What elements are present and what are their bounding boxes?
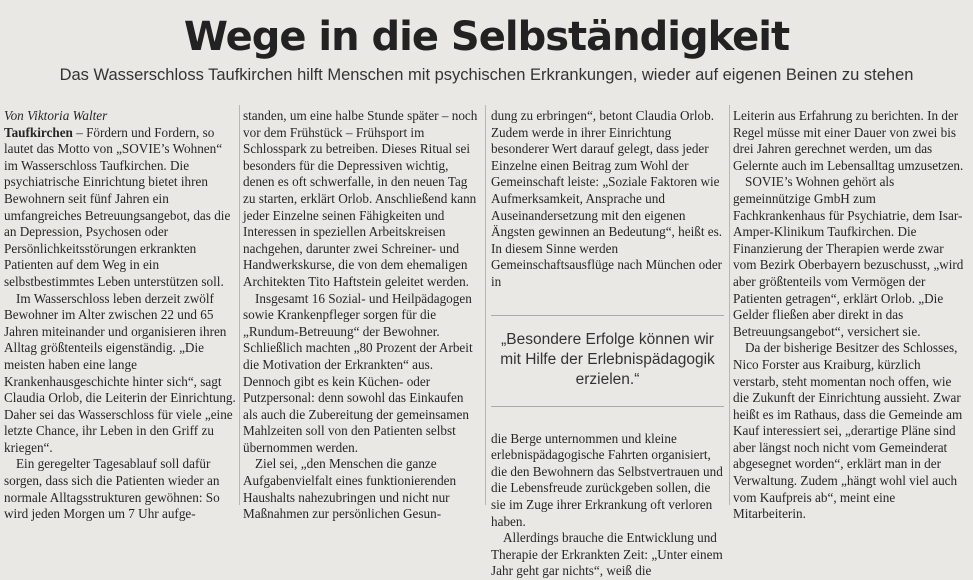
column-1 bbox=[4, 108, 237, 523]
dateline: Taufkirchen bbox=[4, 124, 73, 140]
column-divider bbox=[729, 105, 730, 505]
paragraph: Leiterin aus Erfahrung zu berichten. In der Regel müsse mit einer Dauer von zwei bis drei Jahren gerechnet werden, um das Gelernte auch im Lebensalltag umzusetzen. bbox=[733, 108, 964, 173]
subheadline: Das Wasserschloss Taufkirchen hilft Menschen mit psychischen Erkrankungen, wieder auf eigenen Beinen zu stehen bbox=[59, 66, 914, 84]
column-divider bbox=[485, 105, 486, 505]
paragraph: standen, um eine halbe Stunde später – noch vor dem Frühstück – Frühsport im Schlosspark zu betreiben. Dieses Ritual sei besonders für die Depressiven wichtig, denen es oft schwerfalle, in den neuen Tag zu starten, erklärt Orlob. Anschließend kann jeder Einzelne seinen Fähigkeiten und Interessen in speziellen Arbeitskreisen nachgehen, darunter zwei Schreiner- und Handwerkskurse, die von dem ehemaligen Architekten Tito Haftstein geleitet werden. bbox=[243, 108, 478, 289]
paragraph: Ein geregelter Tagesablauf soll dafür sorgen, dass sich die Patienten wieder an normale Alltagsstrukturen gewöhnen: So wird jeden Morgen um 7 Uhr aufge- bbox=[4, 456, 220, 522]
paragraph: die Berge unternommen und kleine erlebnispädagogische Fahrten organisiert, die den Bewohnern das Selbstvertrauen und die Lebensfreude zurückgeben sollen, die sie im Zuge ihrer Erkrankung oft verloren haben. bbox=[491, 430, 723, 529]
column-2 bbox=[243, 108, 478, 523]
author-byline: Von Viktoria Walter bbox=[4, 108, 108, 123]
paragraph-text: – Fördern und Fordern, so lautet das Motto von „SOVIE’s Wohnen“ im Wasserschloss Taufkirchen. Die psychiatrische Einrichtung bietet ihren Bewohnern seit fünf Jahren ein umfangreiches Betreuungsangebot, das die an Depression, Psychosen oder Persönlichkeitsstörungen erkrankten Patienten auf dem Weg in ein selbstbestimmtes Leben unterstützen soll. bbox=[4, 124, 231, 289]
paragraph: Allerdings brauche die Entwicklung und Therapie der Erkrankten Zeit: „Unter einem Jahr geht gar nichts“, weiß die bbox=[491, 530, 723, 579]
paragraph: Da der bisherige Besitzer des Schlosses, Nico Forster aus Kraiburg, kürzlich verstarb, steht momentan noch offen, wie die Zukunft der Einrichtung aussieht. Zwar heißt es im Rathaus, dass die Gemeinde am Kauf interessiert sei, „derartige Pläne sind aber längst noch nicht vom Gemeinderat abgesegnet worden“, erklärt man in der Verwaltung. Zudem „hängt wohl viel auch vom Kaufpreis ab“, meint eine Mitarbeiterin. bbox=[733, 340, 963, 522]
paragraph: Ziel sei, „den Menschen die ganze Aufgabenvielfalt eines funktionierenden Haushalts nahezubringen und nicht nur Maßnahmen zur persönlichen Gesun- bbox=[243, 456, 457, 522]
paragraph: Im Wasserschloss leben derzeit zwölf Bewohner im Alter zwischen 22 und 65 Jahren miteinander und organisieren ihren Alltag größtenteils eigenständig. „Die meisten haben eine lange Krankenhausgeschichte hinter sich“, sagt Claudia Orlob, die Leiterin der Einrichtung. Daher sei das Wasserschloss für viele „eine letzte Chance, ihr Leben in den Griff zu kriegen“. bbox=[4, 290, 236, 455]
pull-quote: „Besondere Erfolge können wir mit Hilfe der Erlebnispädagogik erzielen.“ bbox=[491, 315, 724, 407]
paragraph: SOVIE’s Wohnen gehört als gemeinnützige GmbH zum Fachkrankenhaus für Psychiatrie, dem Isar-Amper-Klinikum Taufkirchen. Die Finanzierung der Therapien werde zwar vom Bezirk Oberbayern bezuschusst, „wird aber größtenteils vom Vermögen der Patienten getragen“, erklärt Orlob. „Die Gelder fließen aber direkt in das Betreuungsangebot“, versichert sie. bbox=[733, 174, 964, 339]
paragraph bbox=[4, 125, 237, 291]
paragraph: dung zu erbringen“, betont Claudia Orlob. Zudem werde in ihrer Einrichtung besonderer Wert darauf gelegt, dass jeder Einzelne einen Beitrag zum Wohl der Gemeinschaft leiste: „Soziale Faktoren wie Aufmerksamkeit, Ansprache und Auseinandersetzung mit den eigenen Ängsten gewinnen an Bedeutung“, heißt es. In diesem Sinne werden Gemeinschaftsausflüge nach München oder in bbox=[491, 108, 723, 289]
column-divider bbox=[239, 105, 240, 505]
column-4 bbox=[733, 108, 966, 523]
headline: Wege in die Selbständigkeit bbox=[183, 14, 790, 60]
paragraph: Insgesamt 16 Sozial- und Heilpädagogen sowie Krankenpfleger sorgen für die „Rundum-Betreuung“ der Bewohner. Schließlich machten „80 Prozent der Arbeit die Motivation der Erkrankten“ aus. Dennoch gibt es kein Küchen- oder Putzpersonal: denn sowohl das Einkaufen als auch die Zubereitung der gemeinsamen Mahlzeiten soll von den Patienten selbst übernommen werden. bbox=[243, 290, 473, 455]
column-3 bbox=[491, 108, 724, 580]
